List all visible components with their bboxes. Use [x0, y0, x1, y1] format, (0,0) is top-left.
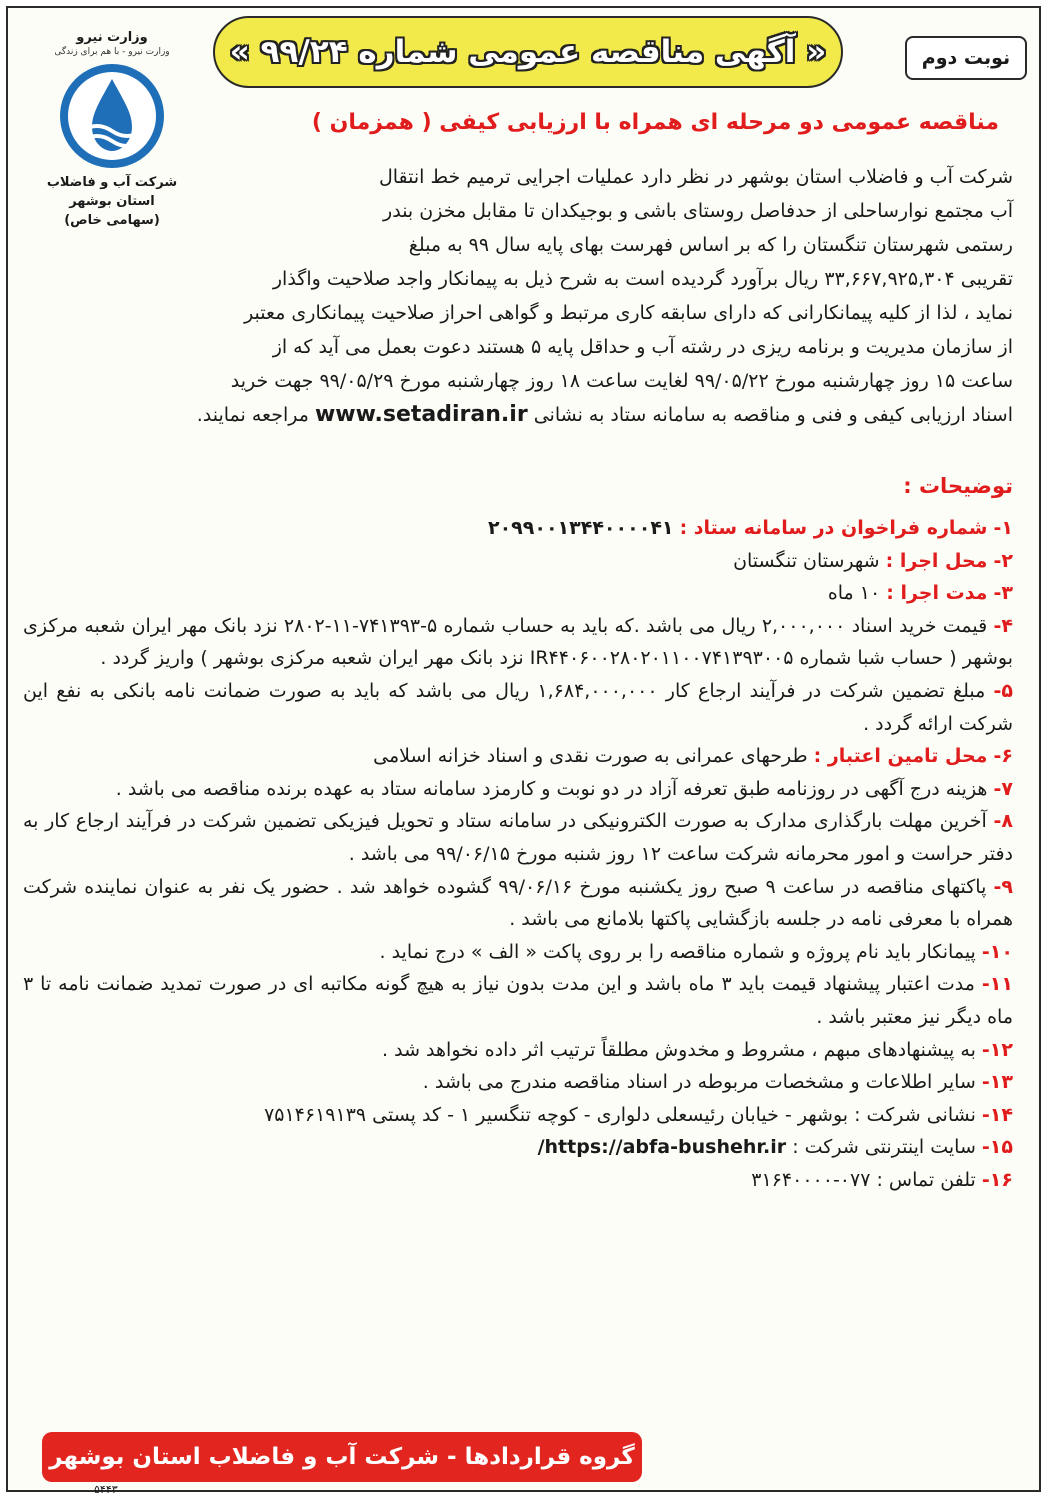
- intro-line: رستمی شهرستان تنگستان را که بر اساس فهرست بهای پایه سال ۹۹ به مبلغ: [408, 234, 1013, 256]
- intro-line: نماید ، لذا از کلیه پیمانکارانی که دارای سابقه کاری مرتبط و گواهی احراز صلاحیت پیمانکاری معتبر: [244, 302, 1013, 324]
- intro-line: از سازمان مدیریت و برنامه ریزی در رشته آب و حداقل پایه ۵ هستند دعوت بعمل می آید که از: [272, 336, 1013, 358]
- page-code: ۵۴۴۳: [94, 1483, 118, 1496]
- company-website-link[interactable]: https://abfa-bushehr.ir/: [537, 1136, 787, 1159]
- tender-title: « آگهی مناقصه عمومی شماره ۹۹/۲۴ »: [229, 34, 827, 70]
- list-item: ۱۱- مدت اعتبار پیشنهاد قیمت باید ۳ ماه باشد و این مدت بدون نیاز به هیچ گونه مکاتبه ای در صورت تمدید ضمانت نامه تا ۳ ماه دیگر نیز معتبر باشد .: [23, 973, 1013, 1028]
- setadiran-link[interactable]: www.setadiran.ir: [314, 402, 528, 427]
- list-item: ۱- شماره فراخوان در سامانه ستاد : ۲۰۹۹۰۰۱۳۴۴۰۰۰۰۴۱: [487, 517, 1013, 539]
- footer-banner: [42, 1432, 642, 1482]
- list-item: ۴- قیمت خرید اسناد ۲,۰۰۰,۰۰۰ ریال می باشد .که باید به حساب شماره ۵-۷۴۱۳۹۳-۱۱-۲۸۰۲ نزد بانک مهر ایران شعبه مرکزی بوشهر ( حساب شبا شماره IR۴۴۰۶۰۰۲۸۰۲۰۱۱۰۰۷۴۱۳۹۳۰۰۵ نزد بانک مهر ایران شعبه مرکزی بوشهر ) واریز گردد .: [23, 614, 1013, 670]
- list-item: ۳- مدت اجرا : ۱۰ ماه: [827, 582, 1013, 605]
- list-item: ۷- هزینه درج آگهی در روزنامه طبق تعرفه آزاد در دو نوبت و کارمزد سامانه ستاد به عهده برنده مناقصه می باشد .: [115, 777, 1013, 800]
- intro-line: شرکت آب و فاضلاب استان بوشهر در نظر دارد عملیات اجرایی ترمیم خط انتقال: [378, 166, 1013, 188]
- list-item: ۱۴- نشانی شرکت : بوشهر - خیابان رئیسعلی دلواری - کوچه تنگسیر ۱ - کد پستی ۷۵۱۴۶۱۹۱۳۹: [264, 1103, 1013, 1126]
- list-item: ۹- پاکتهای مناقصه در ساعت ۹ صبح روز یکشنبه مورخ ۹۹/۰۶/۱۶ گشوده خواهد شد . حضور یک نفر به عنوان نماینده شرکت همراه با معرفی نامه در جلسه بازگشایی پاکتها بلامانع می باشد .: [23, 875, 1014, 931]
- edition-badge: نوبت دوم: [905, 36, 1027, 80]
- intro-paragraph: [23, 160, 1013, 432]
- list-item: ۱۲- به پیشنهادهای مبهم ، مشروط و مخدوش مطلقاً ترتیب اثر داده نخواهد شد .: [382, 1038, 1013, 1061]
- list-item: ۶- محل تامین اعتبار : طرحهای عمرانی به صورت نقدی و اسناد خزانه اسلامی: [373, 745, 1013, 768]
- intro-line-start: اسناد ارزیابی کیفی و فنی و مناقصه به سامانه ستاد به نشانی: [533, 404, 1013, 426]
- list-item: ۱۶- تلفن تماس : ۰۷۷-۳۱۶۴۰۰۰۰: [751, 1168, 1013, 1191]
- list-item: ۱۵- سایت اینترنتی شرکت : https://abfa-bushehr.ir/: [537, 1136, 1013, 1159]
- footer-banner-text: گروه قراردادها - شرکت آب و فاضلاب استان بوشهر: [49, 1444, 635, 1470]
- list-item: ۸- آخرین مهلت بارگذاری مدارک به صورت الکترونیکی در سامانه ستاد و تحویل فیزیکی تضمین شرکت در فرآیند ارجاع کار به دفتر حراست و امور محرمانه شرکت ساعت ۱۲ روز شنبه مورخ ۹۹/۰۶/۱۵ می باشد .: [23, 810, 1013, 865]
- advertisement-page: [6, 6, 1041, 1496]
- notes-list: [23, 512, 1013, 1196]
- list-item: ۱۳- سایر اطلاعات و مشخصات مربوطه در اسناد مناقصه مندرج می باشد .: [422, 1071, 1013, 1094]
- tender-title-banner: [213, 16, 843, 88]
- water-drop-logo-icon: [42, 61, 182, 171]
- tender-subtitle: مناقصه عمومی دو مرحله ای همراه با ارزیابی کیفی ( همزمان ): [311, 110, 999, 135]
- intro-line: آب مجتمع نوارساحلی از حدفاصل روستای باشی و بوجیکدان تا مقابل مخزن بندر: [383, 200, 1013, 222]
- ministry-name: وزارت نیرو: [76, 30, 148, 45]
- notes-title: توضیحات :: [903, 474, 1013, 498]
- intro-line: [23, 398, 1013, 432]
- company-name: شرکت آب و فاضلاب استان بوشهر (سهامی خاص): [46, 175, 178, 228]
- list-item: ۲- محل اجرا : شهرستان تنگستان: [733, 549, 1013, 572]
- list-item: ۵- مبلغ تضمین شرکت در فرآیند ارجاع کار ۱,۶۸۴,۰۰۰,۰۰۰ ریال می باشد که باید به صورت ضمانت نامه بانکی به نفع این شرکت ارائه گردد .: [23, 679, 1013, 735]
- ministry-motto: وزارت نیرو - با هم برای زندگی: [54, 47, 170, 57]
- intro-line-end: مراجعه نمایند.: [196, 404, 309, 426]
- list-item: ۱۰- پیمانکار باید نام پروژه و شماره مناقصه را بر روی پاکت « الف » درج نماید .: [379, 940, 1013, 963]
- intro-line: ساعت ۱۵ روز چهارشنبه مورخ ۹۹/۰۵/۲۲ لغایت ساعت ۱۸ روز چهارشنبه مورخ ۹۹/۰۵/۲۹ جهت خرید: [230, 370, 1013, 392]
- intro-line: تقریبی ۳۳,۶۶۷,۹۲۵,۳۰۴ ریال برآورد گردیده است به شرح ذیل به پیمانکار واجد صلاحیت واگذار: [272, 268, 1013, 290]
